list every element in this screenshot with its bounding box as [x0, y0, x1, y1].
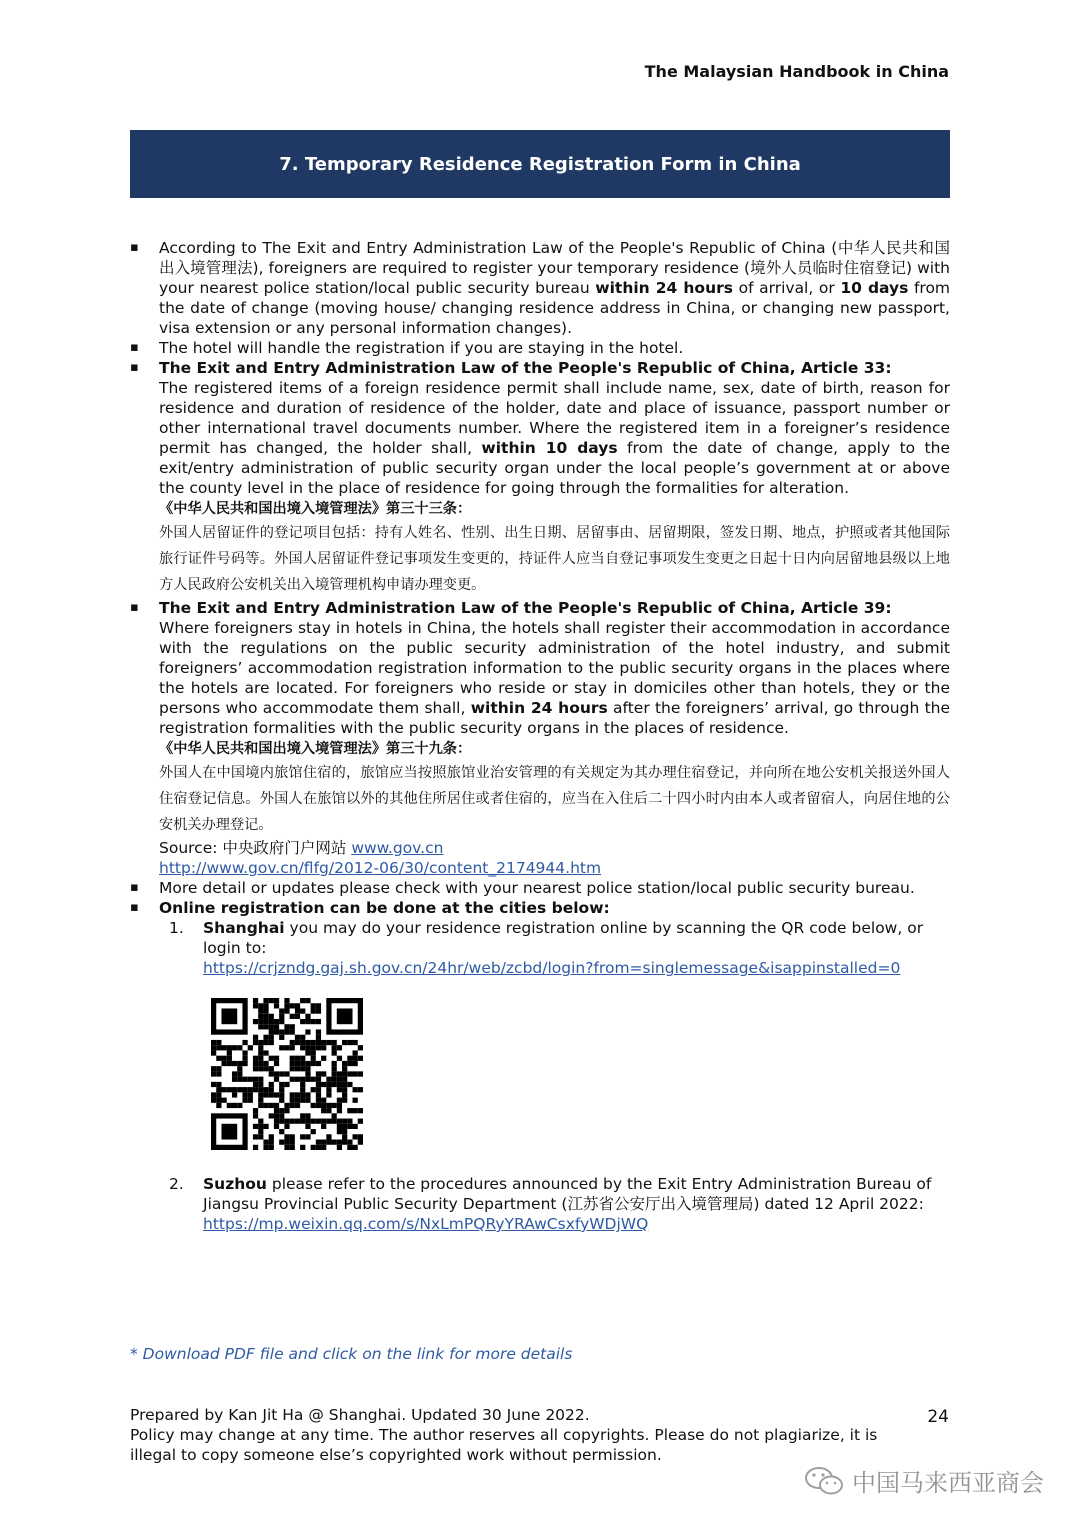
- gov-cn-link[interactable]: www.gov.cn: [351, 839, 444, 857]
- watermark-text: 中国马来西亚商会: [852, 1469, 1044, 1497]
- footer-copyright: Policy may change at any time. The author reserves all copyrights. Please do not plagiarize, it is illegal to copy someone else’s copyrighted work without permission.: [130, 1426, 878, 1464]
- bullet-article-39: ▪ The Exit and Entry Administration Law of the People's Republic of China, Article 39: Where foreigners stay in hotels in China, the hotels shall register their accommodation in accordance with the regulations on the public security administration of the hotel industry, and submit foreigners’ accommodation registration information to the public security organs in the places where the hotels are located. For foreigners who reside or stay in domiciles other than hotels, they or the persons who accommodate them shall, within 24 hours after the foreigners’ arrival, go through the registration formalities with the public security organs in the places of residence. 《中华人民共和国出境入境管理法》第三十九条： 外国人在中国境内旅馆住宿的，旅馆应当按照旅馆业治安管理的有关规定为其办理住宿登记，并向所在地公安机关报送外国人住宿登记信息。外国人在旅馆以外的其他住所居住或者住宿的，应当在入住后二十四小时内由本人或者留宿人，向居住地的公安机关办理登记。 Source: 中央政府门户网站 www.gov.cn http://www.gov.cn/flfg/2012-06/30/content_2174944.htm: [130, 598, 950, 878]
- bullet-hotel-registration: ▪ The hotel will handle the registration if you are staying in the hotel.: [130, 338, 950, 358]
- gov-law-link[interactable]: http://www.gov.cn/flfg/2012-06/30/content_2174944.htm: [159, 859, 602, 877]
- shanghai-registration-link[interactable]: https://crjzndg.gaj.sh.gov.cn/24hr/web/zcbd/login?from=singlemessage&isappinstalled=0: [203, 959, 901, 977]
- article-39-zh-title: 《中华人民共和国出境入境管理法》第三十九条：: [159, 741, 472, 757]
- download-note: * Download PDF file and click on the link for more details: [130, 1345, 573, 1363]
- source-line: Source: 中央政府门户网站 www.gov.cn: [159, 839, 444, 857]
- article-33-zh-title: 《中华人民共和国出境入境管理法》第三十三条：: [159, 501, 472, 517]
- footer-prepared-by: Prepared by Kan Jit Ha @ Shanghai. Updated 30 June 2022.: [130, 1406, 590, 1424]
- bullet-more-detail: ▪ More detail or updates please check with your nearest police station/local public security bureau.: [130, 878, 950, 898]
- page-number: 24: [927, 1407, 949, 1427]
- bullet-registration-requirement: ▪ According to The Exit and Entry Administration Law of the People's Republic of China (中华人民共和国出入境管理法), foreigners are required to register your temporary residence (境外人员临时住宿登记) with your nearest police station/local public security bureau within 24 hours of arrival, or 10 days from the date of change (moving house/ changing residence address in China, or changing new passport, visa extension or any personal information changes).: [130, 238, 950, 338]
- wechat-icon: [804, 1465, 844, 1497]
- section-title: 7. Temporary Residence Registration Form in China: [279, 153, 801, 175]
- article-33-title: The Exit and Entry Administration Law of the People's Republic of China, Article 33:: [159, 359, 892, 377]
- main-content: [130, 238, 950, 1234]
- deadline-24-hours: within 24 hours: [595, 279, 733, 297]
- bullet-article-33: ▪ The Exit and Entry Administration Law of the People's Republic of China, Article 33: The registered items of a foreign residence permit shall include name, sex, date of birth, reason for residence and duration of residence of the holder, date and place of issuance, passport number or other international travel documents number. Where the registered item in a foreigner’s residence permit has changed, the holder shall, within 10 days from the date of change, apply to the exit/entry administration of public security organ under the local people’s government at or above the county level in the place of residence for going through the formalities for alteration. 《中华人民共和国出境入境管理法》第三十三条： 外国人居留证件的登记项目包括：持有人姓名、性别、出生日期、居留事由、居留期限，签发日期、地点，护照或者其他国际旅行证件号码等。外国人居留证件登记事项发生变更的，持证件人应当自登记事项发生变更之日起十日内向居留地县级以上地方人民政府公安机关出入境管理机构申请办理变更。: [130, 358, 950, 598]
- footer: [130, 1405, 910, 1465]
- city-list: [159, 918, 950, 1234]
- city-item-suzhou: 2. Suzhou please refer to the procedures announced by the Exit Entry Administration Bureau of Jiangsu Provincial Public Security Department (江苏省公安厅出入境管理局) dated 12 April 2022: https://mp.weixin.qq.com/s/NxLmPQRyYRAwCsxfyWDjWQ: [169, 1175, 932, 1233]
- article-33-zh-body: 外国人居留证件的登记项目包括：持有人姓名、性别、出生日期、居留事由、居留期限，签发日期、地点，护照或者其他国际旅行证件号码等。外国人居留证件登记事项发生变更的，持证件人应当自登记事项发生变更之日起十日内向居留地县级以上地方人民政府公安机关出入境管理机构申请办理变更。: [159, 525, 950, 593]
- article-39-zh-body: 外国人在中国境内旅馆住宿的，旅馆应当按照旅馆业治安管理的有关规定为其办理住宿登记，并向所在地公安机关报送外国人住宿登记信息。外国人在旅馆以外的其他住所居住或者住宿的，应当在入住后二十四小时内由本人或者留宿人，向居住地的公安机关办理登记。: [159, 765, 950, 833]
- suzhou-announcement-link[interactable]: https://mp.weixin.qq.com/s/NxLmPQRyYRAwCsxfyWDjWQ: [203, 1215, 649, 1233]
- watermark: [804, 1463, 1044, 1498]
- city-item-shanghai: 1. Shanghai you may do your residence registration online by scanning the QR code below, or login to: https://crjzndg.gaj.sh.gov.cn/24hr/web/zcbd/login?from=singlemessage&isappinstalled=0: [159, 918, 950, 1150]
- deadline-10-days: 10 days: [840, 279, 909, 297]
- article-39-title: The Exit and Entry Administration Law of the People's Republic of China, Article 39:: [159, 599, 892, 617]
- handbook-title: The Malaysian Handbook in China: [644, 62, 949, 81]
- qr-code-icon[interactable]: [211, 998, 363, 1150]
- bullet-online-registration: ▪ Online registration can be done at the cities below:: [130, 898, 950, 918]
- section-banner: [130, 130, 950, 198]
